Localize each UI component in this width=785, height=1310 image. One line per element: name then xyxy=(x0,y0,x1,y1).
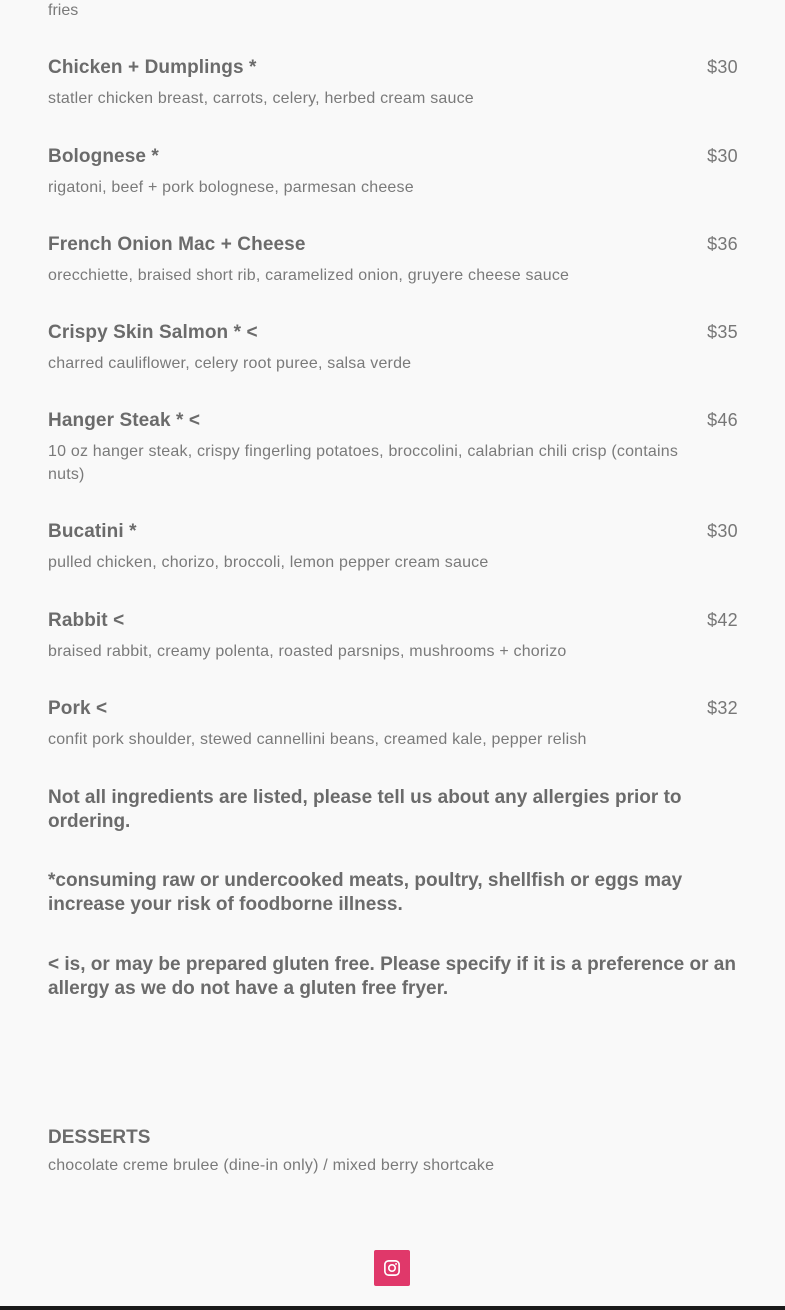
menu-item-hanger-steak xyxy=(48,410,738,486)
instagram-button[interactable] xyxy=(374,1250,410,1286)
menu-item-price: $30 xyxy=(707,521,738,541)
menu-item-name: Bucatini * xyxy=(48,521,137,542)
menu-item-bolognese xyxy=(48,146,738,199)
menu-item-price: $35 xyxy=(707,322,738,342)
gluten-free-note: < is, or may be prepared gluten free. Please specify if it is a preference or an allergy as we do not have a gluten free fryer. xyxy=(48,954,736,999)
menu-item-description: orecchiette, braised short rib, caramelized onion, gruyere cheese sauce xyxy=(48,267,570,284)
menu-item-crispy-skin-salmon xyxy=(48,322,738,375)
menu-item-name: Pork < xyxy=(48,698,108,719)
menu-item-name: Bolognese * xyxy=(48,146,159,167)
menu-item-description: braised rabbit, creamy polenta, roasted parsnips, mushrooms + chorizo xyxy=(48,643,567,660)
menu-item-chicken-dumplings xyxy=(48,57,738,110)
partial-item-description: fries xyxy=(48,2,79,19)
instagram-icon xyxy=(383,1259,401,1277)
desserts-heading: DESSERTS xyxy=(48,1127,151,1148)
menu-item-price: $30 xyxy=(707,146,738,166)
menu-item-price: $46 xyxy=(707,410,738,430)
menu-item-price: $42 xyxy=(707,610,738,630)
menu-item-description: statler chicken breast, carrots, celery, herbed cream sauce xyxy=(48,90,474,107)
menu-item-name: French Onion Mac + Cheese xyxy=(48,234,306,255)
menu-item-description: 10 oz hanger steak, crispy fingerling potatoes, broccolini, calabrian chili crisp (contains nuts) xyxy=(48,443,679,483)
desserts-description: chocolate creme brulee (dine-in only) / mixed berry shortcake xyxy=(48,1157,495,1174)
menu-item-name: Crispy Skin Salmon * < xyxy=(48,322,258,343)
menu-item-rabbit xyxy=(48,610,738,663)
menu-item-bucatini xyxy=(48,521,738,574)
menu-item-description: confit pork shoulder, stewed cannellini beans, creamed kale, pepper relish xyxy=(48,731,587,748)
menu-item-price: $30 xyxy=(707,57,738,77)
menu-item-description: charred cauliflower, celery root puree, salsa verde xyxy=(48,355,412,372)
menu-item-name: Hanger Steak * < xyxy=(48,410,201,431)
menu-item-french-onion-mac xyxy=(48,234,738,287)
allergy-note: Not all ingredients are listed, please tell us about any allergies prior to ordering. xyxy=(48,787,682,832)
menu-item-price: $32 xyxy=(707,698,738,718)
menu-item-description: pulled chicken, chorizo, broccoli, lemon pepper cream sauce xyxy=(48,554,489,571)
menu-item-description: rigatoni, beef + pork bolognese, parmesan cheese xyxy=(48,179,414,196)
footer-bar xyxy=(0,1306,785,1310)
menu-item-name: Rabbit < xyxy=(48,610,125,631)
menu-item-pork xyxy=(48,698,738,751)
menu-item-price: $36 xyxy=(707,234,738,254)
raw-food-warning: *consuming raw or undercooked meats, poultry, shellfish or eggs may increase your risk of foodborne illness. xyxy=(48,870,683,915)
menu-item-name: Chicken + Dumplings * xyxy=(48,57,257,78)
